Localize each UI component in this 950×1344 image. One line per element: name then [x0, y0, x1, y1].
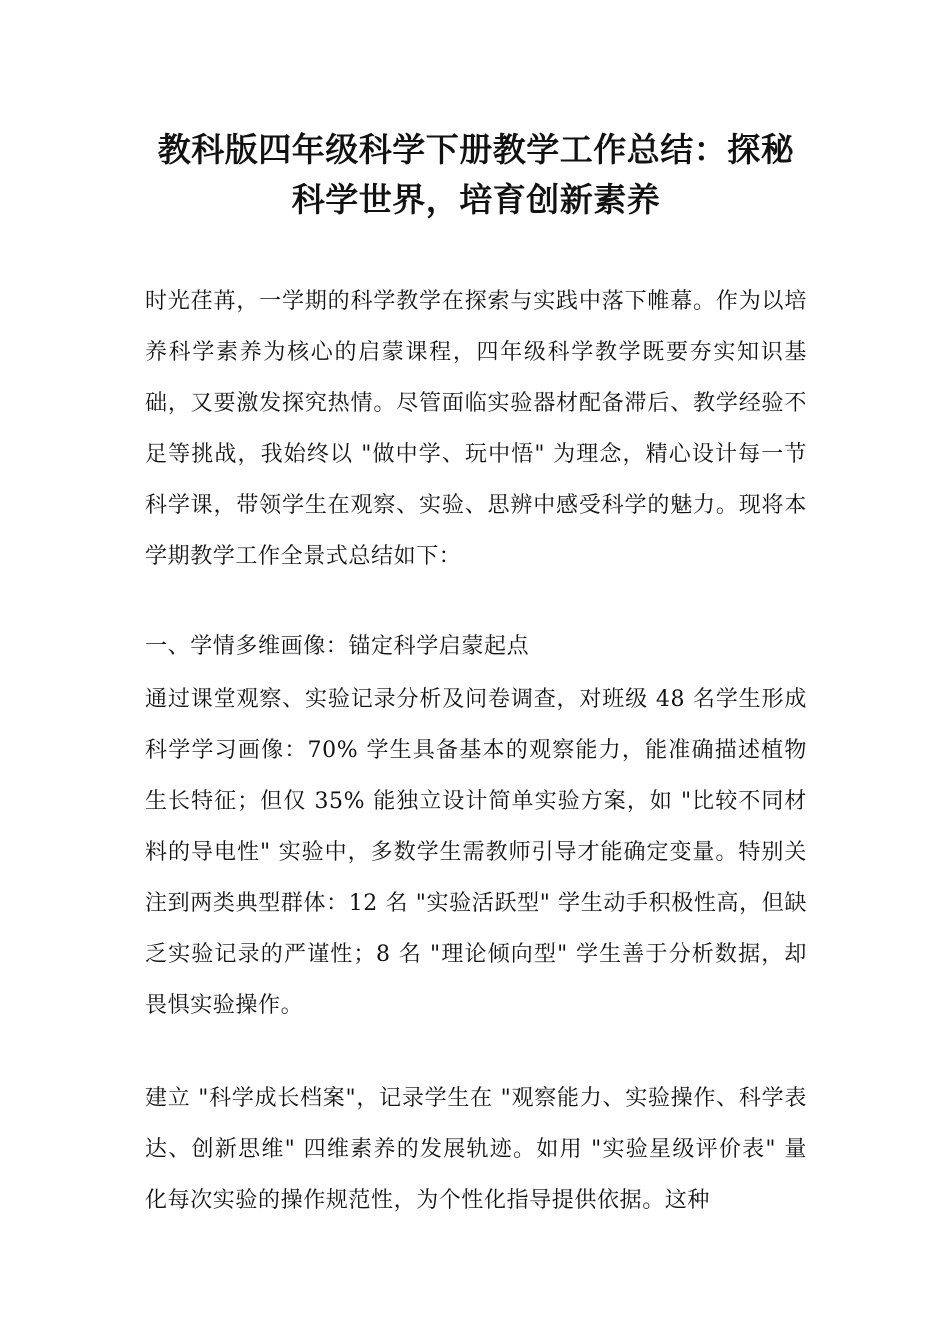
intro-paragraph: 时光荏苒，一学期的科学教学在探索与实践中落下帷幕。作为以培养科学素养为核心的启蒙课程，四年级科学教学既要夯实知识基础，又要激发探究热情。尽管面临实验器材配备滞后、教学经验不足等挑战，我始终以 "做中学、玩中悟" 为理念，精心设计每一节科学课，带领学生在观察、实验、思辨中感受科学的魅力。现将本学期教学工作全景式总结如下： — [145, 289, 807, 569]
section-heading: 一、学情多维画像：锚定科学启蒙起点 — [145, 634, 530, 659]
section-paragraph: 通过课堂观察、实验记录分析及问卷调查，对班级 48 名学生形成科学学习画像：70% 学生具备基本的观察能力，能准确描述植物生长特征；但仅 35% 能独立设计简单实验方案，如 "比较不同材料的导电性" 实验中，多数学生需教师引导才能确定变量。特别关注到两类典型群体：12 名 "实验活跃型" 学生动手积极性高，但缺乏实验记录的严谨性；8 名 "理论倾向型" 学生善于分析数据，却畏惧实验操作。 — [145, 687, 807, 1018]
section-paragraph: 建立 "科学成长档案"，记录学生在 "观察能力、实验操作、科学表达、创新思维" 四维素养的发展轨迹。如用 "实验星级评价表" 量化每次实验的操作规范性，为个性化指导提供依据。这种 — [145, 1086, 807, 1213]
document-title: 教科版四年级科学下册教学工作总结：探秘科学世界，培育创新素养 — [157, 130, 795, 219]
